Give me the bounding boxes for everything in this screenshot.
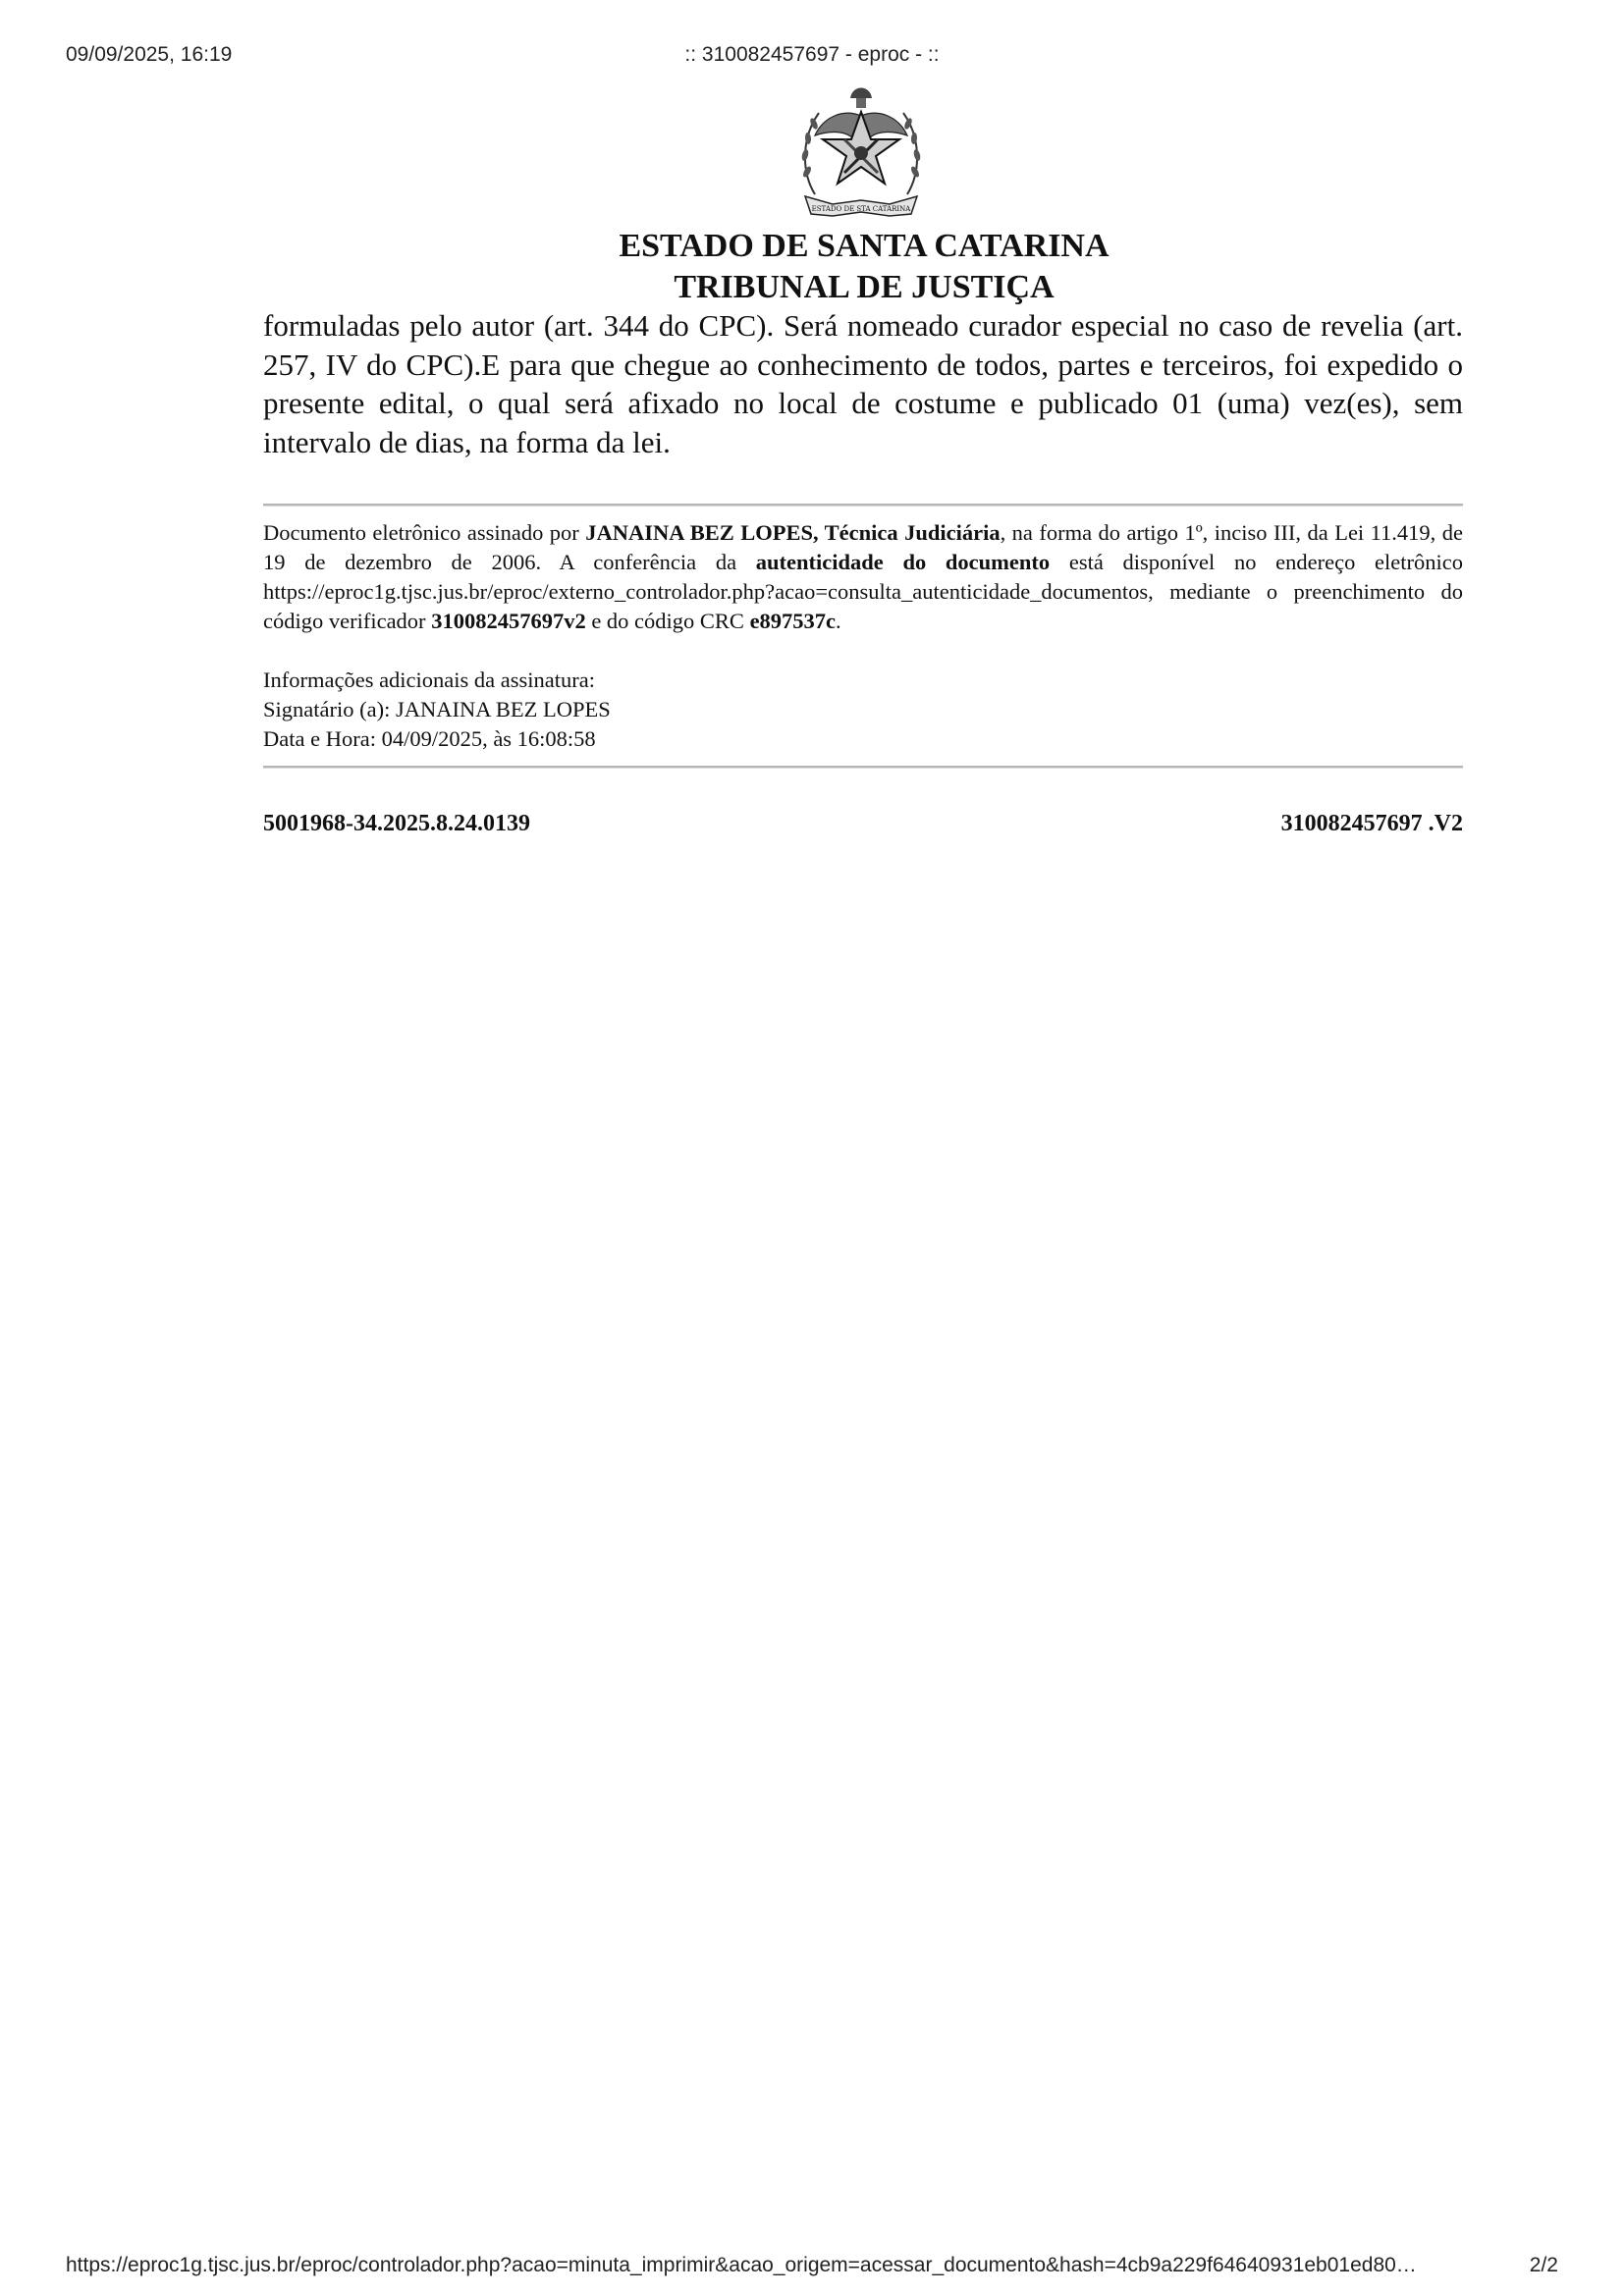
print-page-title: :: 310082457697 - eproc - :: (684, 43, 940, 66)
signature-text: mediante o preenchimento do código verificador (263, 579, 1463, 633)
authenticity-url: https://eproc1g.tjsc.jus.br/eproc/externo_controlador.php?acao=consulta_autenticidade_documentos, (263, 579, 1154, 604)
print-url: https://eproc1g.tjsc.jus.br/eproc/controlador.php?acao=minuta_imprimir&acao_origem=acessar_documento&hash=4cb9a229f64640931eb01ed80… (66, 2254, 1417, 2276)
signature-text: Documento eletrônico assinado por (263, 520, 586, 545)
signature-text: e do código CRC (585, 609, 750, 633)
letterhead-court: TRIBUNAL DE JUSTIÇA (674, 269, 1055, 305)
crc-code: e897537c (749, 609, 837, 633)
info-heading: Informações adicionais da assinatura: (263, 667, 595, 692)
info-datetime: Data e Hora: 04/09/2025, às 16:08:58 (263, 726, 596, 751)
coat-of-arms-icon (793, 79, 929, 224)
authenticity-label: autenticidade do documento (755, 550, 1051, 574)
signature-text: , na forma do artigo 1º, inciso III, da Lei 11.419, de 19 de dezembro de 2006. A conferência da (263, 520, 1464, 574)
bottom-divider (263, 766, 1463, 769)
signer-name: JANAINA BEZ LOPES, Técnica Judiciária (585, 520, 1001, 545)
verifier-code: 310082457697v2 (431, 609, 586, 633)
signature-info (263, 666, 611, 754)
document-version: 310082457697 .V2 (1280, 811, 1463, 836)
signature-text: . (836, 609, 841, 633)
letterhead-state: ESTADO DE SANTA CATARINA (619, 228, 1110, 264)
print-datetime: 09/09/2025, 16:19 (66, 43, 233, 66)
edital-paragraph: formuladas pelo autor (art. 344 do CPC). Será nomeado curador especial no caso de revelia (art. 257, IV do CPC).E para que chegue ao conhecimento de todos, partes e terceiros, foi expedido o presente edital, o qual será afixado no local de costume e publicado 01 (uma) vez(es), sem intervalo de dias, na forma da lei. (263, 308, 1463, 459)
info-signatory: Signatário (a): JANAINA BEZ LOPES (263, 697, 611, 721)
process-number: 5001968-34.2025.8.24.0139 (263, 811, 530, 836)
top-divider (263, 504, 1463, 507)
emblem-ribbon-text: ESTADO DE STA CATARINA (811, 205, 911, 213)
signature-text: está disponível no endereço eletrônico (1050, 550, 1464, 574)
signature-statement (263, 518, 1463, 636)
page-number: 2/2 (1529, 2254, 1558, 2276)
